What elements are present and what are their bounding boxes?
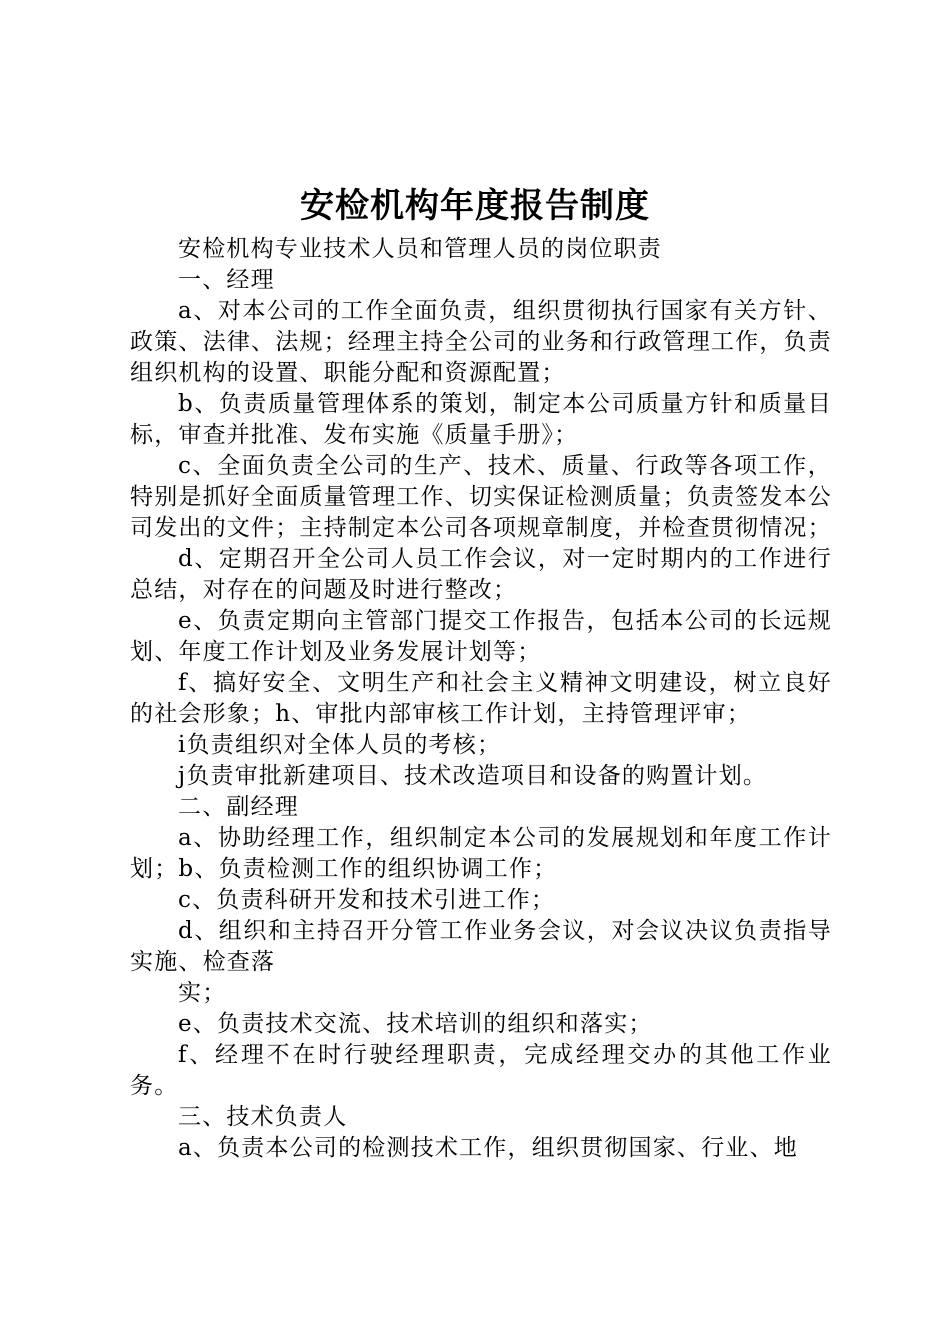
document-body [130, 234, 832, 1164]
paragraph-deputy-d-continued: 实； [178, 980, 227, 1006]
paragraph-manager-e: e、负责定期向主管部门提交工作报告，包括本公司的长远规划、年度工作计划及业务发展计划等； [130, 608, 832, 665]
paragraph-manager-b: b、负责质量管理体系的策划，制定本公司质量方针和质量目标，审查并批准、发布实施《质量手册》； [130, 391, 832, 448]
paragraph-manager-i: i负责组织对全体人员的考核； [178, 732, 502, 758]
paragraph-manager-d: d、定期召开全公司人员工作会议，对一定时期内的工作进行总结，对存在的问题及时进行整改； [130, 546, 832, 603]
paragraph-deputy-f: f、经理不在时行驶经理职责，完成经理交办的其他工作业务。 [130, 1042, 832, 1099]
section-heading-technical-lead: 三、技术负责人 [178, 1104, 348, 1130]
paragraph-manager-f: f、搞好安全、文明生产和社会主义精神文明建设，树立良好的社会形象；h、审批内部审核工作计划，主持管理评审； [130, 670, 832, 727]
paragraph-deputy-e: e、负责技术交流、技术培训的组织和落实； [178, 1011, 653, 1037]
paragraph-manager-c: c、全面负责全公司的生产、技术、质量、行政等各项工作，特别是抓好全面质量管理工作、切实保证检测质量；负责签发本公司发出的文件；主持制定本公司各项规章制度，并检查贯彻情况； [130, 453, 832, 541]
paragraph-technical-a: a、负责本公司的检测技术工作，组织贯彻国家、行业、地 [178, 1135, 798, 1161]
section-heading-deputy-manager: 二、副经理 [178, 794, 299, 820]
paragraph-deputy-d: d、组织和主持召开分管工作业务会议，对会议决议负责指导实施、检查落 [130, 918, 832, 975]
paragraph-deputy-c: c、负责科研开发和技术引进工作； [178, 887, 556, 913]
paragraph-manager-a: a、对本公司的工作全面负责，组织贯彻执行国家有关方针、政策、法律、法规；经理主持全公司的业务和行政管理工作，负责组织机构的设置、职能分配和资源配置； [130, 298, 832, 386]
document-title: 安检机构年度报告制度 [300, 186, 650, 226]
paragraph-deputy-a: a、协助经理工作，组织制定本公司的发展规划和年度工作计划；b、负责检测工作的组织协调工作； [130, 825, 832, 882]
section-heading-manager: 一、经理 [178, 267, 275, 293]
paragraph-intro: 安检机构专业技术人员和管理人员的岗位职责 [178, 236, 662, 262]
paragraph-manager-j: j负责审批新建项目、技术改造项目和设备的购置计划。 [178, 763, 768, 789]
